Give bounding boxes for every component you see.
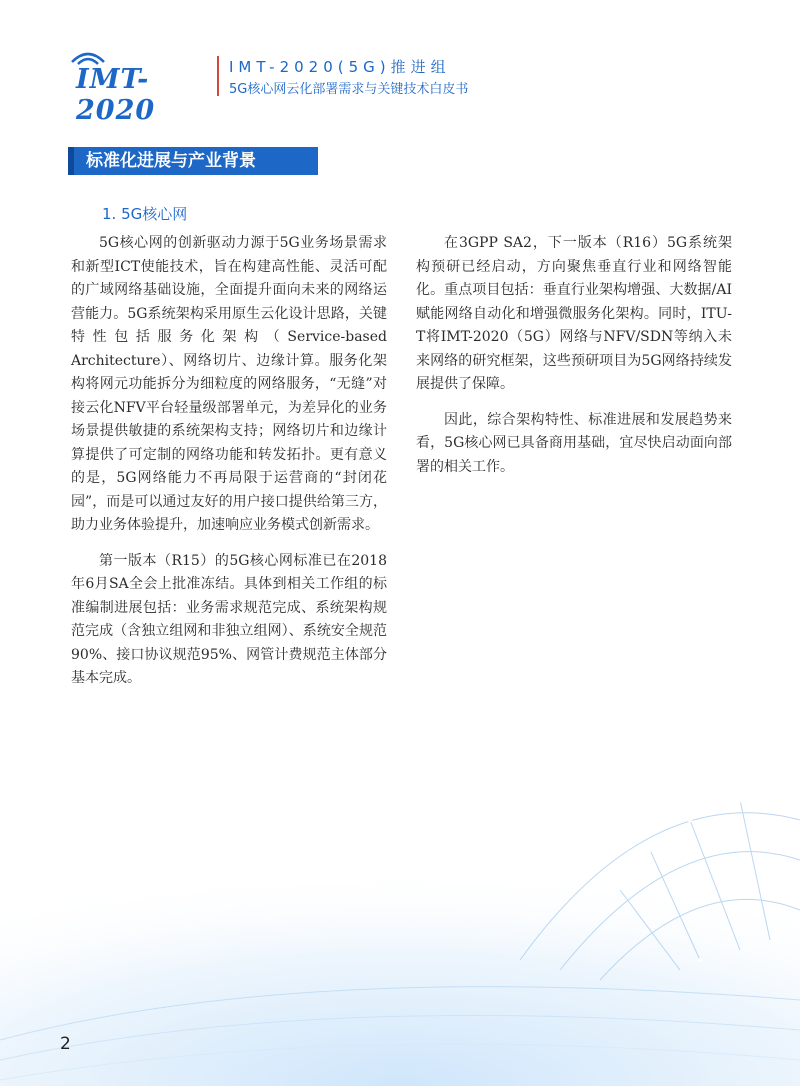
- section-title: 标准化进展与产业背景: [68, 147, 318, 175]
- right-column: [416, 232, 732, 491]
- logo-text: IMT-2020: [76, 64, 156, 126]
- paragraph: 在3GPP SA2，下一版本（R16）5G系统架构预研已经启动，方向聚焦垂直行业和网络智能化。重点项目包括：垂直行业架构增强、大数据/AI赋能网络自动化和增强微服务化架构。同时，ITU-T将IMT-2020（5G）网络与NFV/SDN等纳入未来网络的研究框架，这些预研项目为5G网络持续发展提供了保障。: [416, 235, 732, 392]
- left-column: [71, 232, 387, 703]
- paragraph: 5G核心网的创新驱动力源于5G业务场景需求和新型ICT使能技术，旨在构建高性能、灵活可配的广域网络基础设施，全面提升面向未来的网络运营能力。5G系统架构采用原生云化设计思路，关键特性包括服务化架构（Service-based Architecture）、网络切片、边缘计算。服务化架构将网元功能拆分为细粒度的网络服务，“无缝”对接云化NFV平台轻量级部署单元，为差异化的业务场景提供敏捷的系统架构支持；网络切片和边缘计算提供了可定制的网络功能和转发拓扑。更有意义的是，5G网络能力不再局限于运营商的“封闭花园”，而是可以通过友好的用户接口提供给第三方，助力业务体验提升，加速响应业务模式创新需求。: [71, 235, 387, 533]
- header-document-title: 5G核心网云化部署需求与关键技术白皮书: [229, 82, 469, 97]
- page-number: 2: [60, 1034, 71, 1054]
- paragraph: 第一版本（R15）的5G核心网标准已在2018年6月SA全会上批准冻结。具体到相关工作组的标准编制进展包括：业务需求规范完成、系统架构规范完成（含独立组网和非独立组网）、系统安全规范90%、接口协议规范95%、网管计费规范主体部分基本完成。: [71, 552, 387, 686]
- imt-2020-logo: [62, 48, 212, 126]
- header-organization: IMT-2020(5G)推进组: [229, 58, 451, 76]
- section-title-accent: [68, 147, 74, 175]
- header-divider: [217, 56, 219, 96]
- page-header: [62, 48, 542, 126]
- background-network-graphic: [0, 760, 800, 1086]
- paragraph: 因此，综合架构特性、标准进展和发展趋势来看，5G核心网已具备商用基础，宜尽快启动面向部署的相关工作。: [416, 411, 732, 475]
- sub-heading: 1. 5G核心网: [102, 205, 188, 223]
